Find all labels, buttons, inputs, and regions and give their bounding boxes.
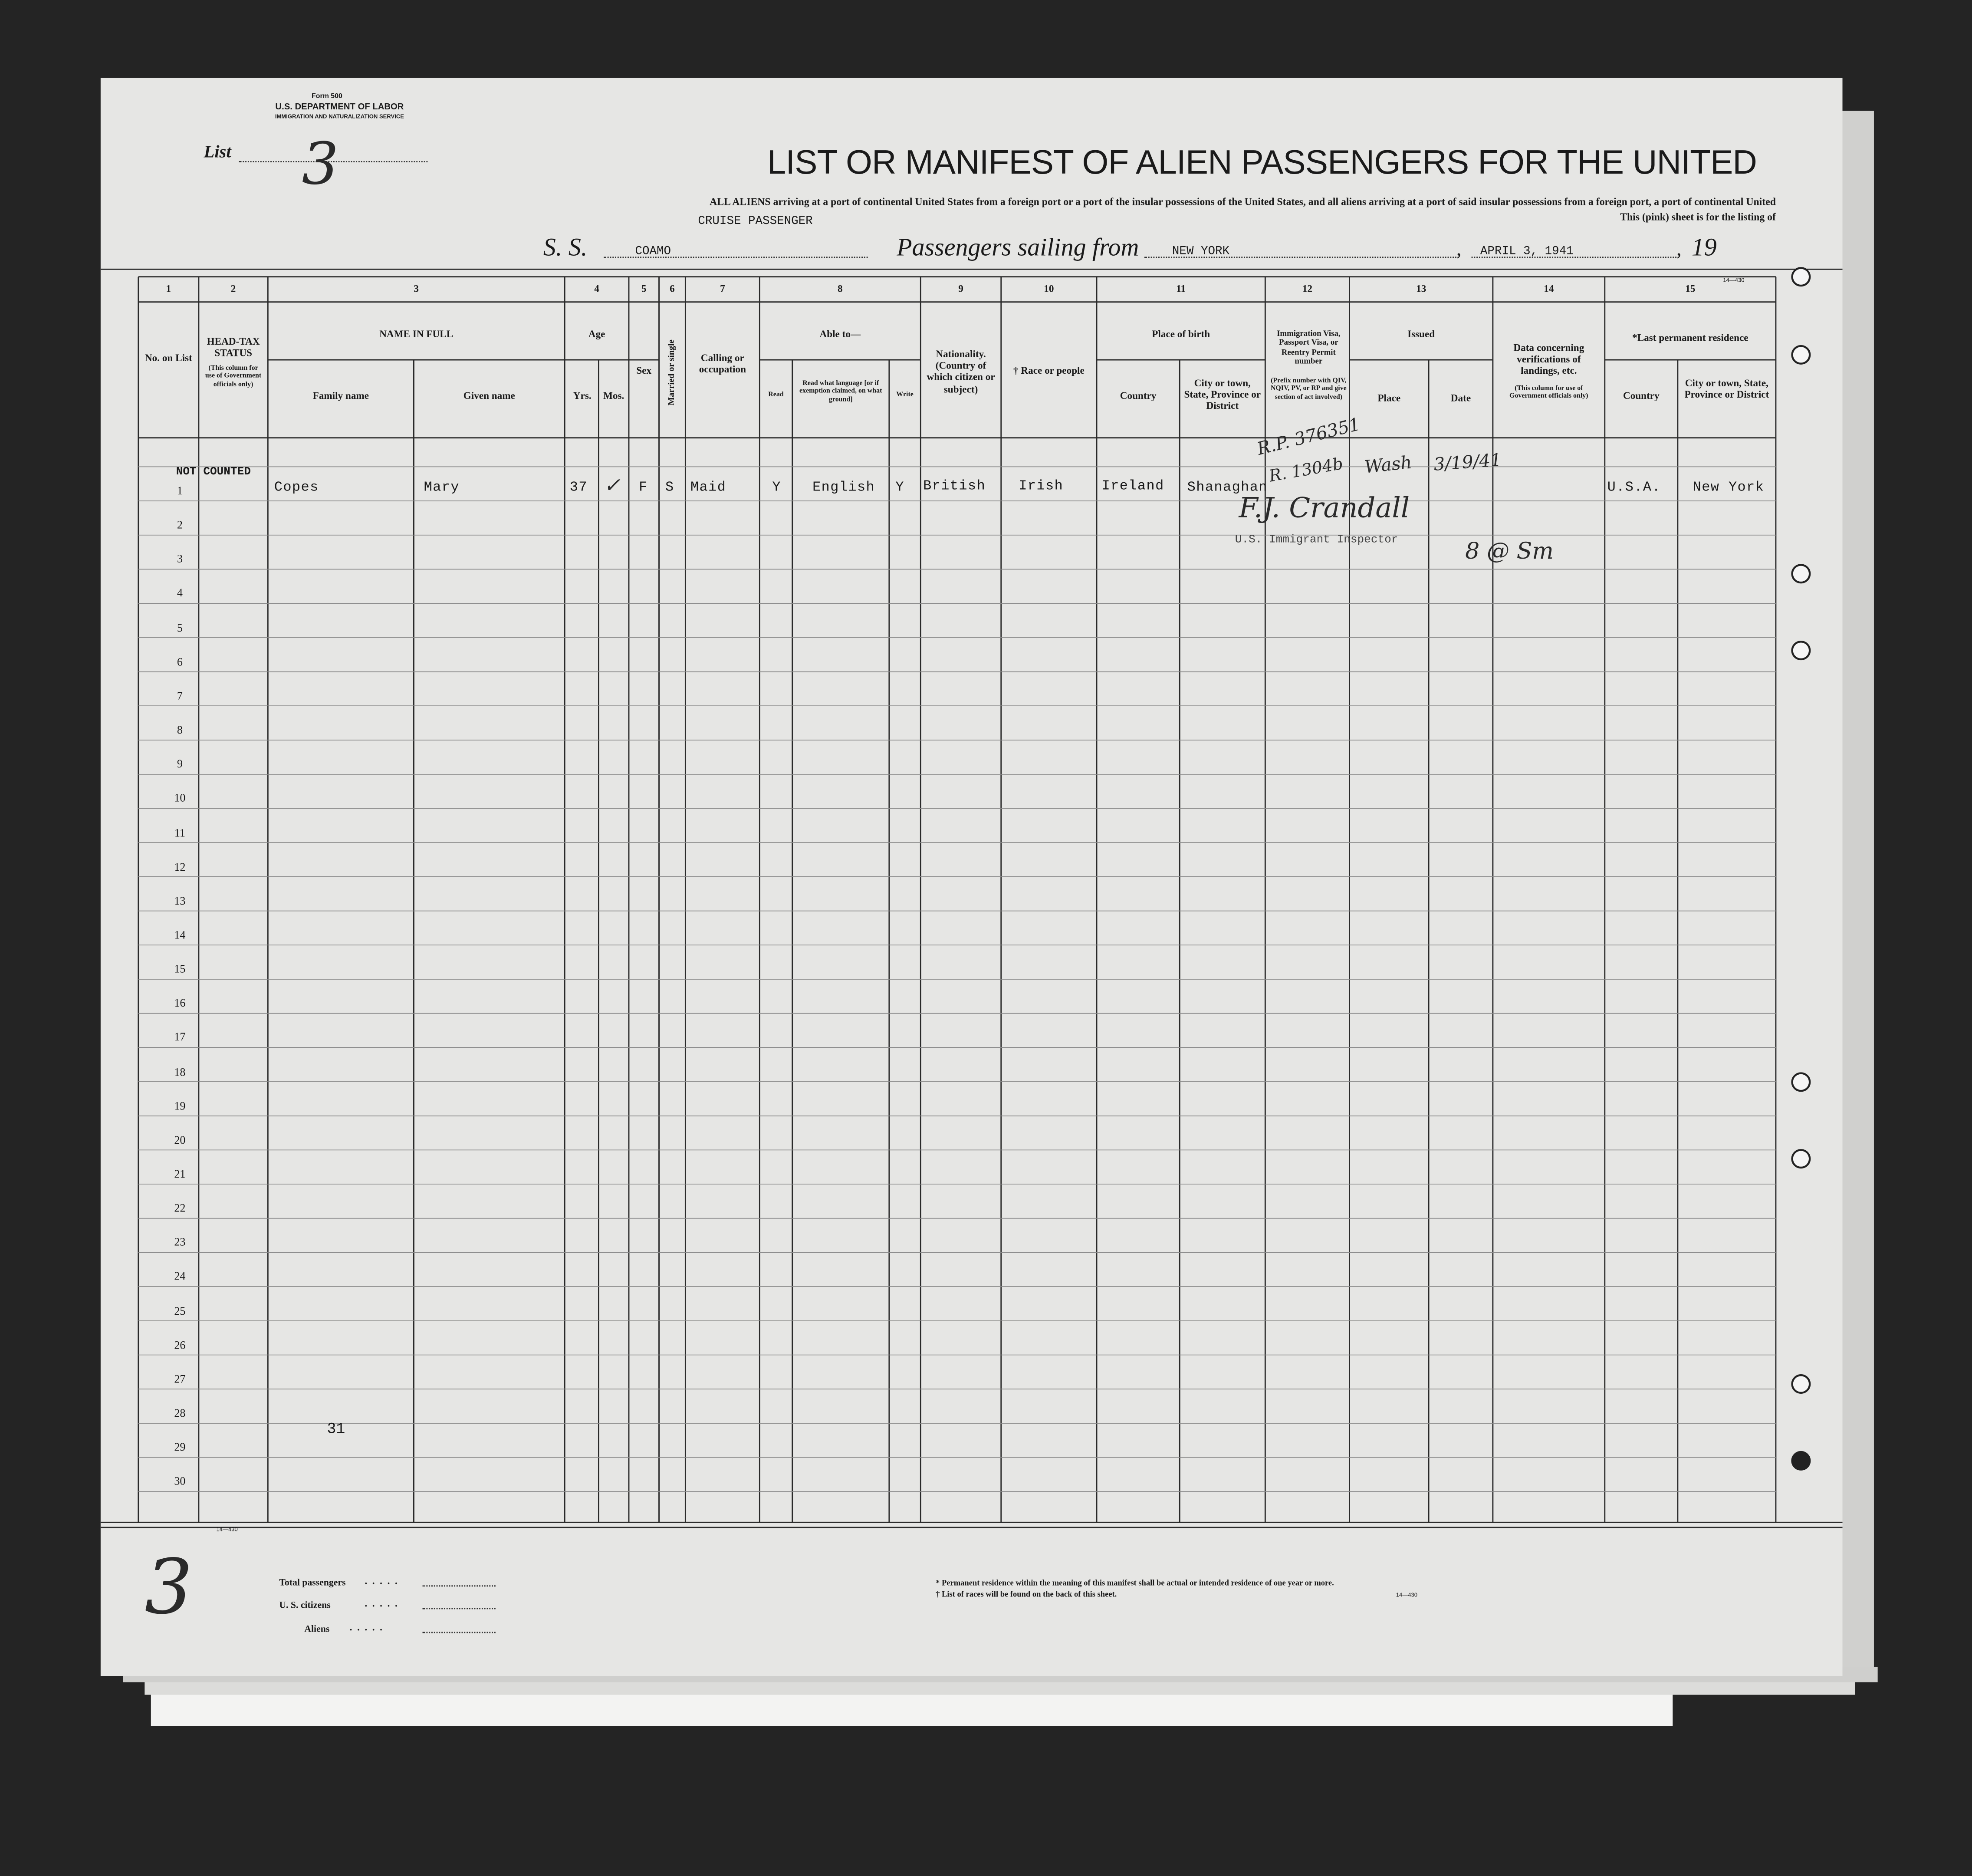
hdr-head-tax: HEAD-TAX STATUS	[207, 336, 260, 359]
col-num-14: 14	[1544, 283, 1554, 295]
occupation-cell: Maid	[690, 481, 726, 496]
hdr-age: Age	[588, 328, 605, 340]
hdr-head-tax-note: (This column for use of Government officials only)	[205, 365, 262, 388]
row-number: 27	[174, 1372, 186, 1386]
race-cell: Irish	[1019, 479, 1064, 495]
cruise-note: CRUISE PASSENGER	[698, 214, 813, 228]
row-number: 20	[174, 1133, 186, 1146]
sailing-label: Passengers sailing from	[897, 234, 1139, 262]
service: IMMIGRATION AND NATURALIZATION SERVICE	[275, 113, 404, 120]
birth-city-cell: Shanaghan	[1187, 481, 1268, 496]
pink-note: This (pink) sheet is for the listing of	[1620, 211, 1776, 223]
department: U.S. DEPARTMENT OF LABOR	[275, 103, 404, 112]
col-num-4: 4	[594, 283, 599, 295]
manifest-sheet	[101, 78, 1843, 1676]
row-number: 6	[177, 655, 183, 668]
hdr-birth-country: Country	[1120, 390, 1157, 402]
col-num-8: 8	[838, 283, 843, 295]
married-cell: S	[665, 481, 674, 496]
hdr-read-language: Read what language [or if exemption claimed, on what ground]	[799, 380, 882, 404]
row-number: 7	[177, 689, 183, 702]
row-number: 8	[177, 723, 183, 736]
hdr-res-city: City or town, State, Province or District	[1684, 377, 1769, 401]
form-code-top: 14—430	[1723, 276, 1745, 283]
row-number: 22	[174, 1201, 186, 1214]
col-num-1: 1	[166, 283, 171, 295]
hdr-family-name: Family name	[312, 390, 369, 402]
inspector-initials: 8 @ Sm	[1465, 538, 1554, 565]
row-number: 18	[174, 1065, 186, 1078]
hdr-verifications-note: (This column for use of Government officials only)	[1509, 385, 1588, 401]
total-passengers-label: Total passengers	[279, 1576, 346, 1588]
hdr-issued: Issued	[1407, 328, 1435, 340]
comma: ,	[1456, 239, 1462, 261]
row-number: 21	[174, 1167, 186, 1180]
issued-date-handwritten: 3/19/41	[1433, 451, 1502, 476]
row-number: 12	[174, 860, 186, 873]
visa-number-handwritten-1: R.P. 376351	[1255, 415, 1363, 460]
row-number: 11	[174, 826, 185, 839]
hdr-issued-date: Date	[1450, 392, 1471, 404]
total-passengers-line	[423, 1585, 496, 1586]
back-sheet-bottom-3	[151, 1695, 1673, 1726]
row-number: 16	[174, 997, 186, 1010]
footer-form-code-left: 14—430	[216, 1526, 238, 1533]
age-yrs-cell: 37	[569, 481, 588, 496]
hdr-mos: Mos.	[603, 390, 624, 402]
hdr-place-of-birth: Place of birth	[1152, 328, 1210, 340]
row-number: 4	[177, 586, 183, 599]
col-num-9: 9	[958, 283, 963, 295]
sailing-port: NEW YORK	[1172, 244, 1230, 258]
col-num-12: 12	[1302, 283, 1313, 295]
given-name-cell: Mary	[424, 481, 460, 496]
row-number: 28	[174, 1406, 186, 1419]
form-number: Form 500	[312, 93, 342, 101]
col-num-15: 15	[1685, 283, 1696, 295]
form-subtitle: ALL ALIENS arriving at a port of continental United States from a foreign port or a port of the insular possessions of the United States, and all aliens arriving at a port of said insular possessions from a foreign port, a port of continental United	[710, 196, 1776, 208]
row-number: 17	[174, 1031, 186, 1044]
col-num-11: 11	[1176, 283, 1186, 295]
row-number: 14	[174, 928, 186, 941]
total-passengers-dots: . . . . .	[365, 1575, 399, 1587]
col-num-6: 6	[670, 283, 675, 295]
hdr-birth-city: City or town, State, Province or District	[1184, 377, 1261, 412]
hdr-no-on-list: No. on List	[145, 352, 192, 364]
form-title: LIST OR MANIFEST OF ALIEN PASSENGERS FOR THE UNITED	[767, 143, 1757, 181]
row-number: 2	[177, 518, 183, 531]
age-mos-cell: ✓	[604, 473, 621, 497]
hdr-write: Write	[896, 391, 914, 399]
margin-note: 31	[327, 1420, 345, 1438]
inspector-signature: F.J. Crandall	[1239, 493, 1410, 525]
row-number: 24	[174, 1270, 186, 1283]
hdr-read: Read	[768, 391, 784, 399]
row-number: 1	[177, 484, 183, 497]
col-num-5: 5	[641, 283, 647, 295]
hdr-name-in-full: NAME IN FULL	[379, 328, 454, 340]
list-number-handwritten: 3	[302, 129, 339, 198]
table-grid	[101, 78, 1843, 1676]
row-number: 19	[174, 1099, 186, 1112]
hdr-res-country: Country	[1623, 390, 1660, 402]
comma-2: ,	[1676, 239, 1682, 261]
nationality-cell: British	[923, 479, 986, 495]
hdr-married: Married or single	[666, 339, 677, 405]
row-number: 3	[177, 553, 183, 566]
row-number: 10	[174, 792, 186, 805]
row-number: 5	[177, 621, 183, 634]
footer-form-code: 14—430	[1396, 1591, 1418, 1598]
year-prefix: 19	[1691, 234, 1717, 262]
hdr-calling: Calling or occupation	[699, 352, 746, 375]
row-number: 30	[174, 1475, 186, 1488]
col-num-13: 13	[1416, 283, 1426, 295]
aliens-dots: . . . . .	[349, 1622, 384, 1633]
family-name-cell: Copes	[274, 481, 319, 496]
inspector-stamp: U.S. Immigrant Inspector	[1235, 533, 1398, 546]
residence-country-cell: U.S.A.	[1607, 481, 1661, 496]
hdr-nationality: Nationality. (Country of which citizen or subject)	[927, 348, 995, 395]
footnote-races: † List of races will be found on the back of this sheet.	[936, 1590, 1117, 1600]
row-number: 26	[174, 1338, 186, 1351]
row-number: 15	[174, 962, 186, 975]
hdr-verifications: Data concerning verifications of landings, etc.	[1513, 342, 1584, 377]
hdr-race: † Race or people	[1013, 365, 1085, 376]
hdr-given-name: Given name	[463, 390, 515, 402]
sailing-date: APRIL 3, 1941	[1480, 244, 1574, 258]
hdr-sex: Sex	[636, 365, 652, 376]
row-number: 9	[177, 757, 183, 770]
hdr-able-to: Able to—	[819, 328, 861, 340]
hdr-visa: Immigration Visa, Passport Visa, or Reentry Permit number	[1277, 329, 1341, 367]
language-cell: English	[812, 481, 875, 496]
footnote-residence: * Permanent residence within the meaning of this manifest shall be actual or intended residence of one year or more.	[936, 1579, 1334, 1588]
us-citizens-dots: . . . . .	[365, 1598, 399, 1609]
hdr-last-residence: *Last permanent residence	[1632, 332, 1749, 344]
issued-place-handwritten: Wash	[1364, 453, 1413, 478]
aliens-label: Aliens	[304, 1623, 330, 1635]
col-num-10: 10	[1044, 283, 1054, 295]
ship-name: COAMO	[635, 244, 671, 258]
row-number: 23	[174, 1236, 186, 1249]
footer-list-handwritten: 3	[145, 1544, 193, 1632]
row-number: 29	[174, 1441, 186, 1454]
hdr-yrs: Yrs.	[573, 390, 592, 402]
birth-country-cell: Ireland	[1101, 479, 1164, 495]
read-cell: Y	[772, 481, 781, 496]
col-num-2: 2	[230, 283, 236, 295]
residence-city-cell: New York	[1693, 481, 1765, 496]
row-number: 25	[174, 1304, 186, 1317]
hdr-visa-note: (Prefix number with QIV, NQIV, PV, or RP and give section of act involved)	[1270, 377, 1347, 401]
ss-label: S. S.	[543, 234, 588, 262]
us-citizens-label: U. S. citizens	[279, 1599, 331, 1611]
col-num-7: 7	[720, 283, 725, 295]
visa-number-handwritten-2: R. 1304b	[1268, 455, 1345, 487]
list-label: List	[204, 143, 231, 162]
us-citizens-line	[423, 1608, 496, 1609]
aliens-line	[423, 1632, 496, 1633]
row-number: 13	[174, 894, 186, 907]
sex-cell: F	[639, 481, 648, 496]
col-num-3: 3	[414, 283, 419, 295]
head-tax-status: NOT COUNTED	[176, 465, 251, 478]
hdr-issued-place: Place	[1377, 392, 1401, 404]
back-sheet-bottom-2	[145, 1682, 1855, 1695]
write-cell: Y	[895, 481, 904, 496]
